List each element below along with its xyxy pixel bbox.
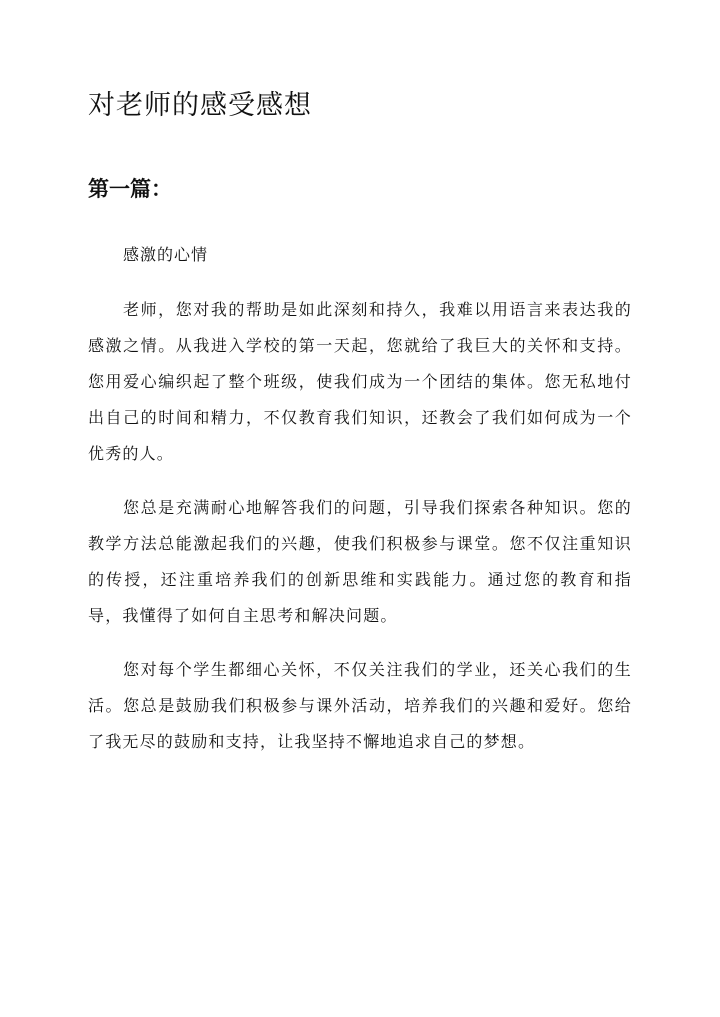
- document-body: [88, 292, 632, 778]
- paragraph-2: 您总是充满耐心地解答我们的问题，引导我们探索各种知识。您的教学方法总能激起我们的兴趣，使我们积极参与课堂。您不仅注重知识的传授，还注重培养我们的创新思维和实践能力。通过您的教育和指导，我懂得了如何自主思考和解决问题。: [88, 498, 632, 625]
- paragraph-1: 老师，您对我的帮助是如此深刻和持久，我难以用语言来表达我的感激之情。从我进入学校的第一天起，您就给了我巨大的关怀和支持。您用爱心编织起了整个班级，使我们成为一个团结的集体。您无私地付出自己的时间和精力，不仅教育我们知识，还教会了我们如何成为一个优秀的人。: [88, 300, 632, 463]
- document-title: 对老师的感受感想: [88, 90, 312, 121]
- section-heading: 第一篇：: [88, 176, 172, 201]
- paragraph-subheading: 感激的心情: [123, 245, 209, 264]
- paragraph-3: 您对每个学生都细心关怀，不仅关注我们的学业，还关心我们的生活。您总是鼓励我们积极参与课外活动，培养我们的兴趣和爱好。您给了我无尽的鼓励和支持，让我坚持不懈地追求自己的梦想。: [88, 660, 632, 751]
